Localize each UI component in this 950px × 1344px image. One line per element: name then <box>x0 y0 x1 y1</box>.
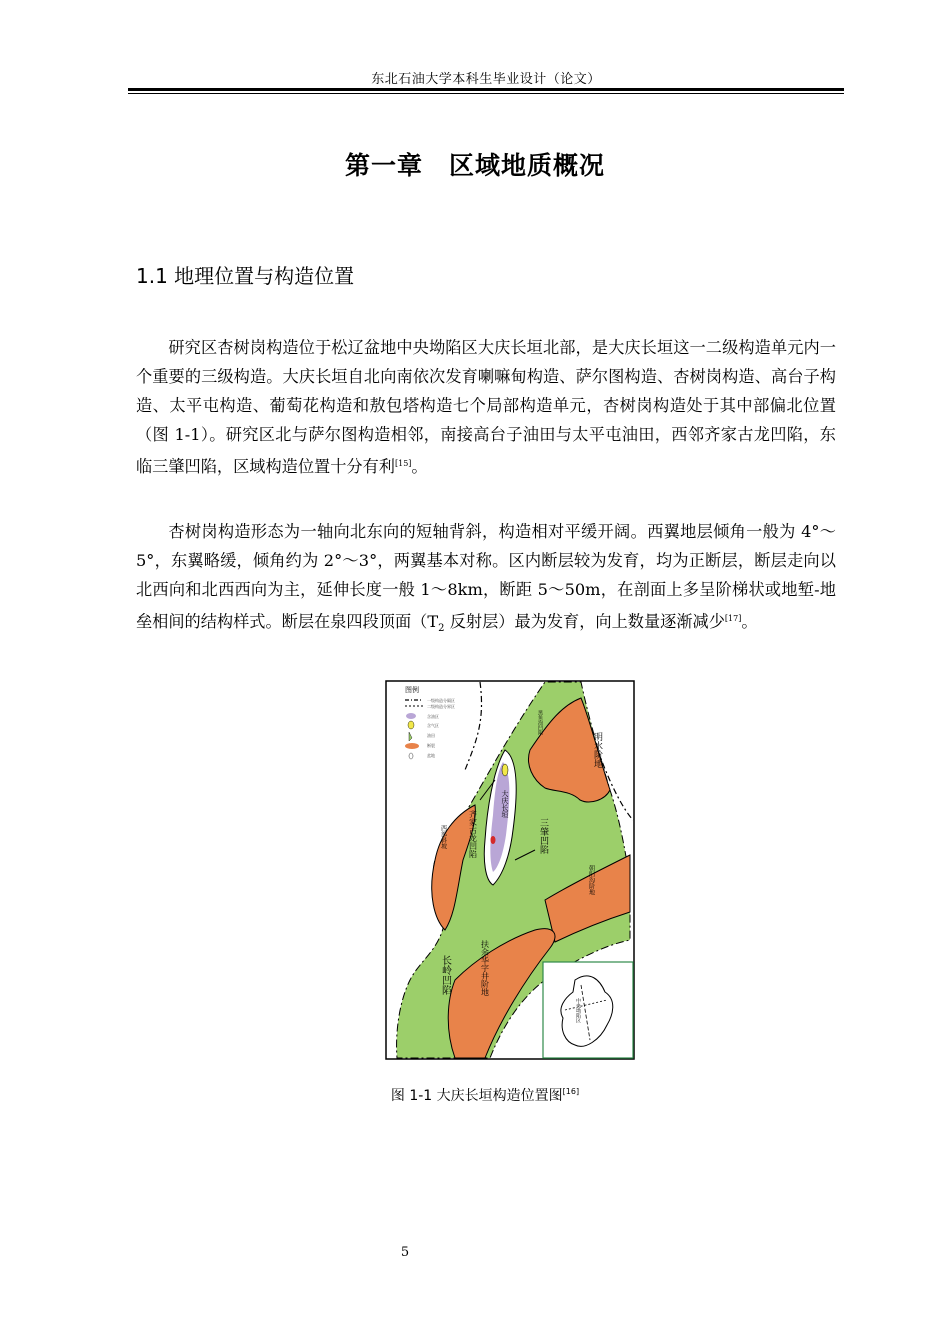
gas-field-area <box>502 764 508 776</box>
paragraph-1-end: 。 <box>411 457 428 476</box>
label-sanzhao: 三肇凹陷 <box>538 818 548 854</box>
running-header: 东北石油大学本科生毕业设计（论文） <box>371 72 601 87</box>
inset-label: 中央坳陷区 <box>575 998 581 1023</box>
label-chaoyang: 朝阳沟阶地 <box>587 865 595 895</box>
study-area-marker <box>491 836 496 844</box>
paragraph-2-end: 。 <box>741 612 758 631</box>
legend-item-2: 含油区 <box>427 714 439 719</box>
citation-15: [15] <box>395 459 412 468</box>
label-mingshui: 明水阶地 <box>592 732 602 768</box>
legend-item-5: 断裂 <box>427 743 435 748</box>
legend-item-0: 一级构造分隔区 <box>427 698 455 703</box>
section-title: 1.1 地理位置与构造位置 <box>136 264 355 288</box>
paragraph-1-text: 研究区杏树岗构造位于松辽盆地中央坳陷区大庆长垣北部，是大庆长垣这一二级构造单元内一个重要的三级构造。大庆长垣自北向南依次发育喇嘛甸构造、萨尔图构造、杏树岗构造、高台子构造、太平屯构造、葡萄花构造和敖包塔构造七个局部构造单元，杏树岗构造处于其中部偏北位置（图 1-1）。研究区北与萨尔图构造相邻，南接高台子油田与太平屯油田，西邻齐家古龙凹陷，东临三肇凹陷，区域构造位置十分有利 <box>136 338 836 476</box>
header-rule-thick <box>128 88 844 91</box>
page-number: 5 <box>400 1245 410 1260</box>
inset-map <box>543 962 633 1058</box>
label-fuyu: 扶余华字井阶地 <box>480 940 490 996</box>
chapter-title: 第一章 区域地质概况 <box>344 151 605 180</box>
paragraph-1 <box>136 333 836 481</box>
figure-caption-text: 图 1-1 大庆长垣构造位置图 <box>390 1088 563 1104</box>
legend-item-3: 含气区 <box>427 723 439 728</box>
label-western-slope: 西部斜坡 <box>439 825 447 849</box>
legend-item-6: 盆地 <box>427 753 435 758</box>
t2-subscript: 2 <box>438 623 445 635</box>
label-changling: 长岭凹陷 <box>439 955 451 995</box>
legend-item-4: 油田 <box>427 733 435 738</box>
legend-title: 图例 <box>405 686 419 694</box>
label-north: 黑鱼泡凹陷 <box>537 710 543 735</box>
header-rule-thin <box>128 93 844 94</box>
figure-caption <box>0 1085 950 1105</box>
label-qijia: 齐家古龙凹陷 <box>468 810 478 858</box>
citation-16: [16] <box>562 1087 580 1096</box>
label-daqing: 大庆长垣 <box>501 790 509 818</box>
paragraph-2-tail: 反射层）最为发育，向上数量逐渐减少 <box>444 612 725 631</box>
legend-item-1: 二级构造分界区 <box>427 704 455 709</box>
paragraph-2 <box>136 517 836 643</box>
structural-location-map <box>385 680 635 1060</box>
citation-17: [17] <box>724 614 742 623</box>
paragraph-2-text: 杏树岗构造形态为一轴向北东向的短轴背斜，构造相对平缓开阔。西翼地层倾角一般为 4°～5°，东翼略缓，倾角约为 2°～3°，两翼基本对称。区内断层较为发育，均为正断层，断层走向以北西向和北西西向为主，延伸长度一般 1～8km，断距 5～50m，在剖面上多呈阶梯状或地堑-地垒相间的结构样式。断层在泉四段顶面（T <box>136 522 836 631</box>
